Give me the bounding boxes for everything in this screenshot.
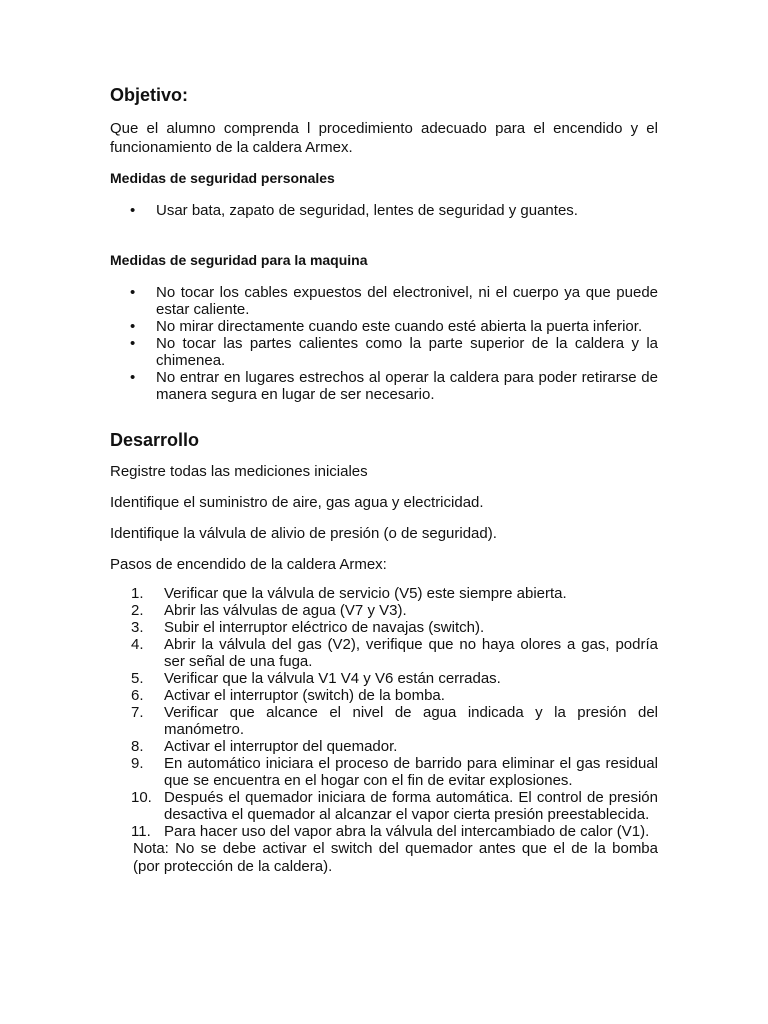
step-item bbox=[110, 755, 658, 789]
step-text: Abrir las válvulas de agua (V7 y V3). bbox=[164, 602, 407, 619]
step-item bbox=[110, 823, 658, 840]
list-item-text: Usar bata, zapato de seguridad, lentes de seguridad y guantes. bbox=[156, 202, 578, 219]
step-item bbox=[110, 619, 658, 636]
bullet-icon: • bbox=[130, 202, 136, 219]
bullet-icon: • bbox=[130, 318, 136, 335]
pasos-list bbox=[110, 585, 658, 840]
step-item bbox=[110, 789, 658, 823]
step-number: 6. bbox=[131, 687, 144, 704]
maquina-heading: Medidas de seguridad para la maquina bbox=[110, 252, 368, 268]
personales-list bbox=[110, 202, 658, 219]
list-item bbox=[110, 318, 658, 335]
step-text: Después el quemador iniciara de forma automática. El control de presión desactiva el quemador al alcanzar el vapor cierta presión preestablecida. bbox=[164, 789, 658, 823]
step-item bbox=[110, 585, 658, 602]
step-item bbox=[110, 704, 658, 738]
desarrollo-paragraph: Pasos de encendido de la caldera Armex: bbox=[110, 556, 387, 573]
list-item bbox=[110, 284, 658, 318]
step-number: 11. bbox=[131, 823, 151, 840]
step-item bbox=[110, 738, 658, 755]
list-item bbox=[110, 369, 658, 403]
step-number: 9. bbox=[131, 755, 144, 772]
bullet-icon: • bbox=[130, 335, 136, 352]
desarrollo-paragraph: Identifique el suministro de aire, gas agua y electricidad. bbox=[110, 494, 484, 511]
step-number: 4. bbox=[131, 636, 144, 653]
list-item-text: No tocar los cables expuestos del electronivel, ni el cuerpo ya que puede estar caliente. bbox=[156, 284, 658, 318]
step-text: Verificar que la válvula V1 V4 y V6 están cerradas. bbox=[164, 670, 501, 687]
step-number: 3. bbox=[131, 619, 144, 636]
list-item bbox=[110, 335, 658, 369]
list-item-text: No tocar las partes calientes como la parte superior de la caldera y la chimenea. bbox=[156, 335, 658, 369]
desarrollo-heading: Desarrollo bbox=[110, 430, 200, 450]
step-item bbox=[110, 636, 658, 670]
objetivo-text: Que el alumno comprenda l procedimiento adecuado para el encendido y el funcionamiento de la caldera Armex. bbox=[110, 120, 658, 156]
step-number: 8. bbox=[131, 738, 144, 755]
step-number: 5. bbox=[131, 670, 144, 687]
step-text: Abrir la válvula del gas (V2), verifique que no haya olores a gas, podría ser señal de una fuga. bbox=[164, 636, 658, 670]
step-item bbox=[110, 687, 658, 704]
nota-text: Nota: No se debe activar el switch del quemador antes que el de la bomba (por protección de la caldera). bbox=[133, 840, 658, 875]
list-item-text: No mirar directamente cuando este cuando esté abierta la puerta inferior. bbox=[156, 318, 643, 335]
step-number: 1. bbox=[131, 585, 144, 602]
objetivo-heading: Objetivo: bbox=[110, 85, 189, 105]
list-item bbox=[110, 202, 658, 219]
maquina-list bbox=[110, 284, 658, 403]
step-text: Para hacer uso del vapor abra la válvula del intercambiado de calor (V1). bbox=[164, 823, 650, 840]
bullet-icon: • bbox=[130, 284, 136, 301]
desarrollo-paragraph: Identifique la válvula de alivio de presión (o de seguridad). bbox=[110, 525, 497, 542]
step-text: Activar el interruptor (switch) de la bomba. bbox=[164, 687, 445, 704]
step-text: Subir el interruptor eléctrico de navajas (switch). bbox=[164, 619, 485, 636]
list-item-text: No entrar en lugares estrechos al operar la caldera para poder retirarse de manera segura en lugar de ser necesario. bbox=[156, 369, 658, 403]
step-text: Activar el interruptor del quemador. bbox=[164, 738, 398, 755]
step-text: Verificar que alcance el nivel de agua indicada y la presión del manómetro. bbox=[164, 704, 658, 738]
desarrollo-paragraph: Registre todas las mediciones iniciales bbox=[110, 463, 368, 480]
step-number: 10. bbox=[131, 789, 152, 806]
step-text: Verificar que la válvula de servicio (V5) este siempre abierta. bbox=[164, 585, 567, 602]
step-number: 2. bbox=[131, 602, 144, 619]
step-text: En automático iniciara el proceso de barrido para eliminar el gas residual que se encuentra en el hogar con el fin de evitar explosiones. bbox=[164, 755, 658, 789]
step-item bbox=[110, 670, 658, 687]
step-item bbox=[110, 602, 658, 619]
step-number: 7. bbox=[131, 704, 144, 721]
bullet-icon: • bbox=[130, 369, 136, 386]
document-body bbox=[110, 84, 658, 876]
personales-heading: Medidas de seguridad personales bbox=[110, 170, 335, 186]
